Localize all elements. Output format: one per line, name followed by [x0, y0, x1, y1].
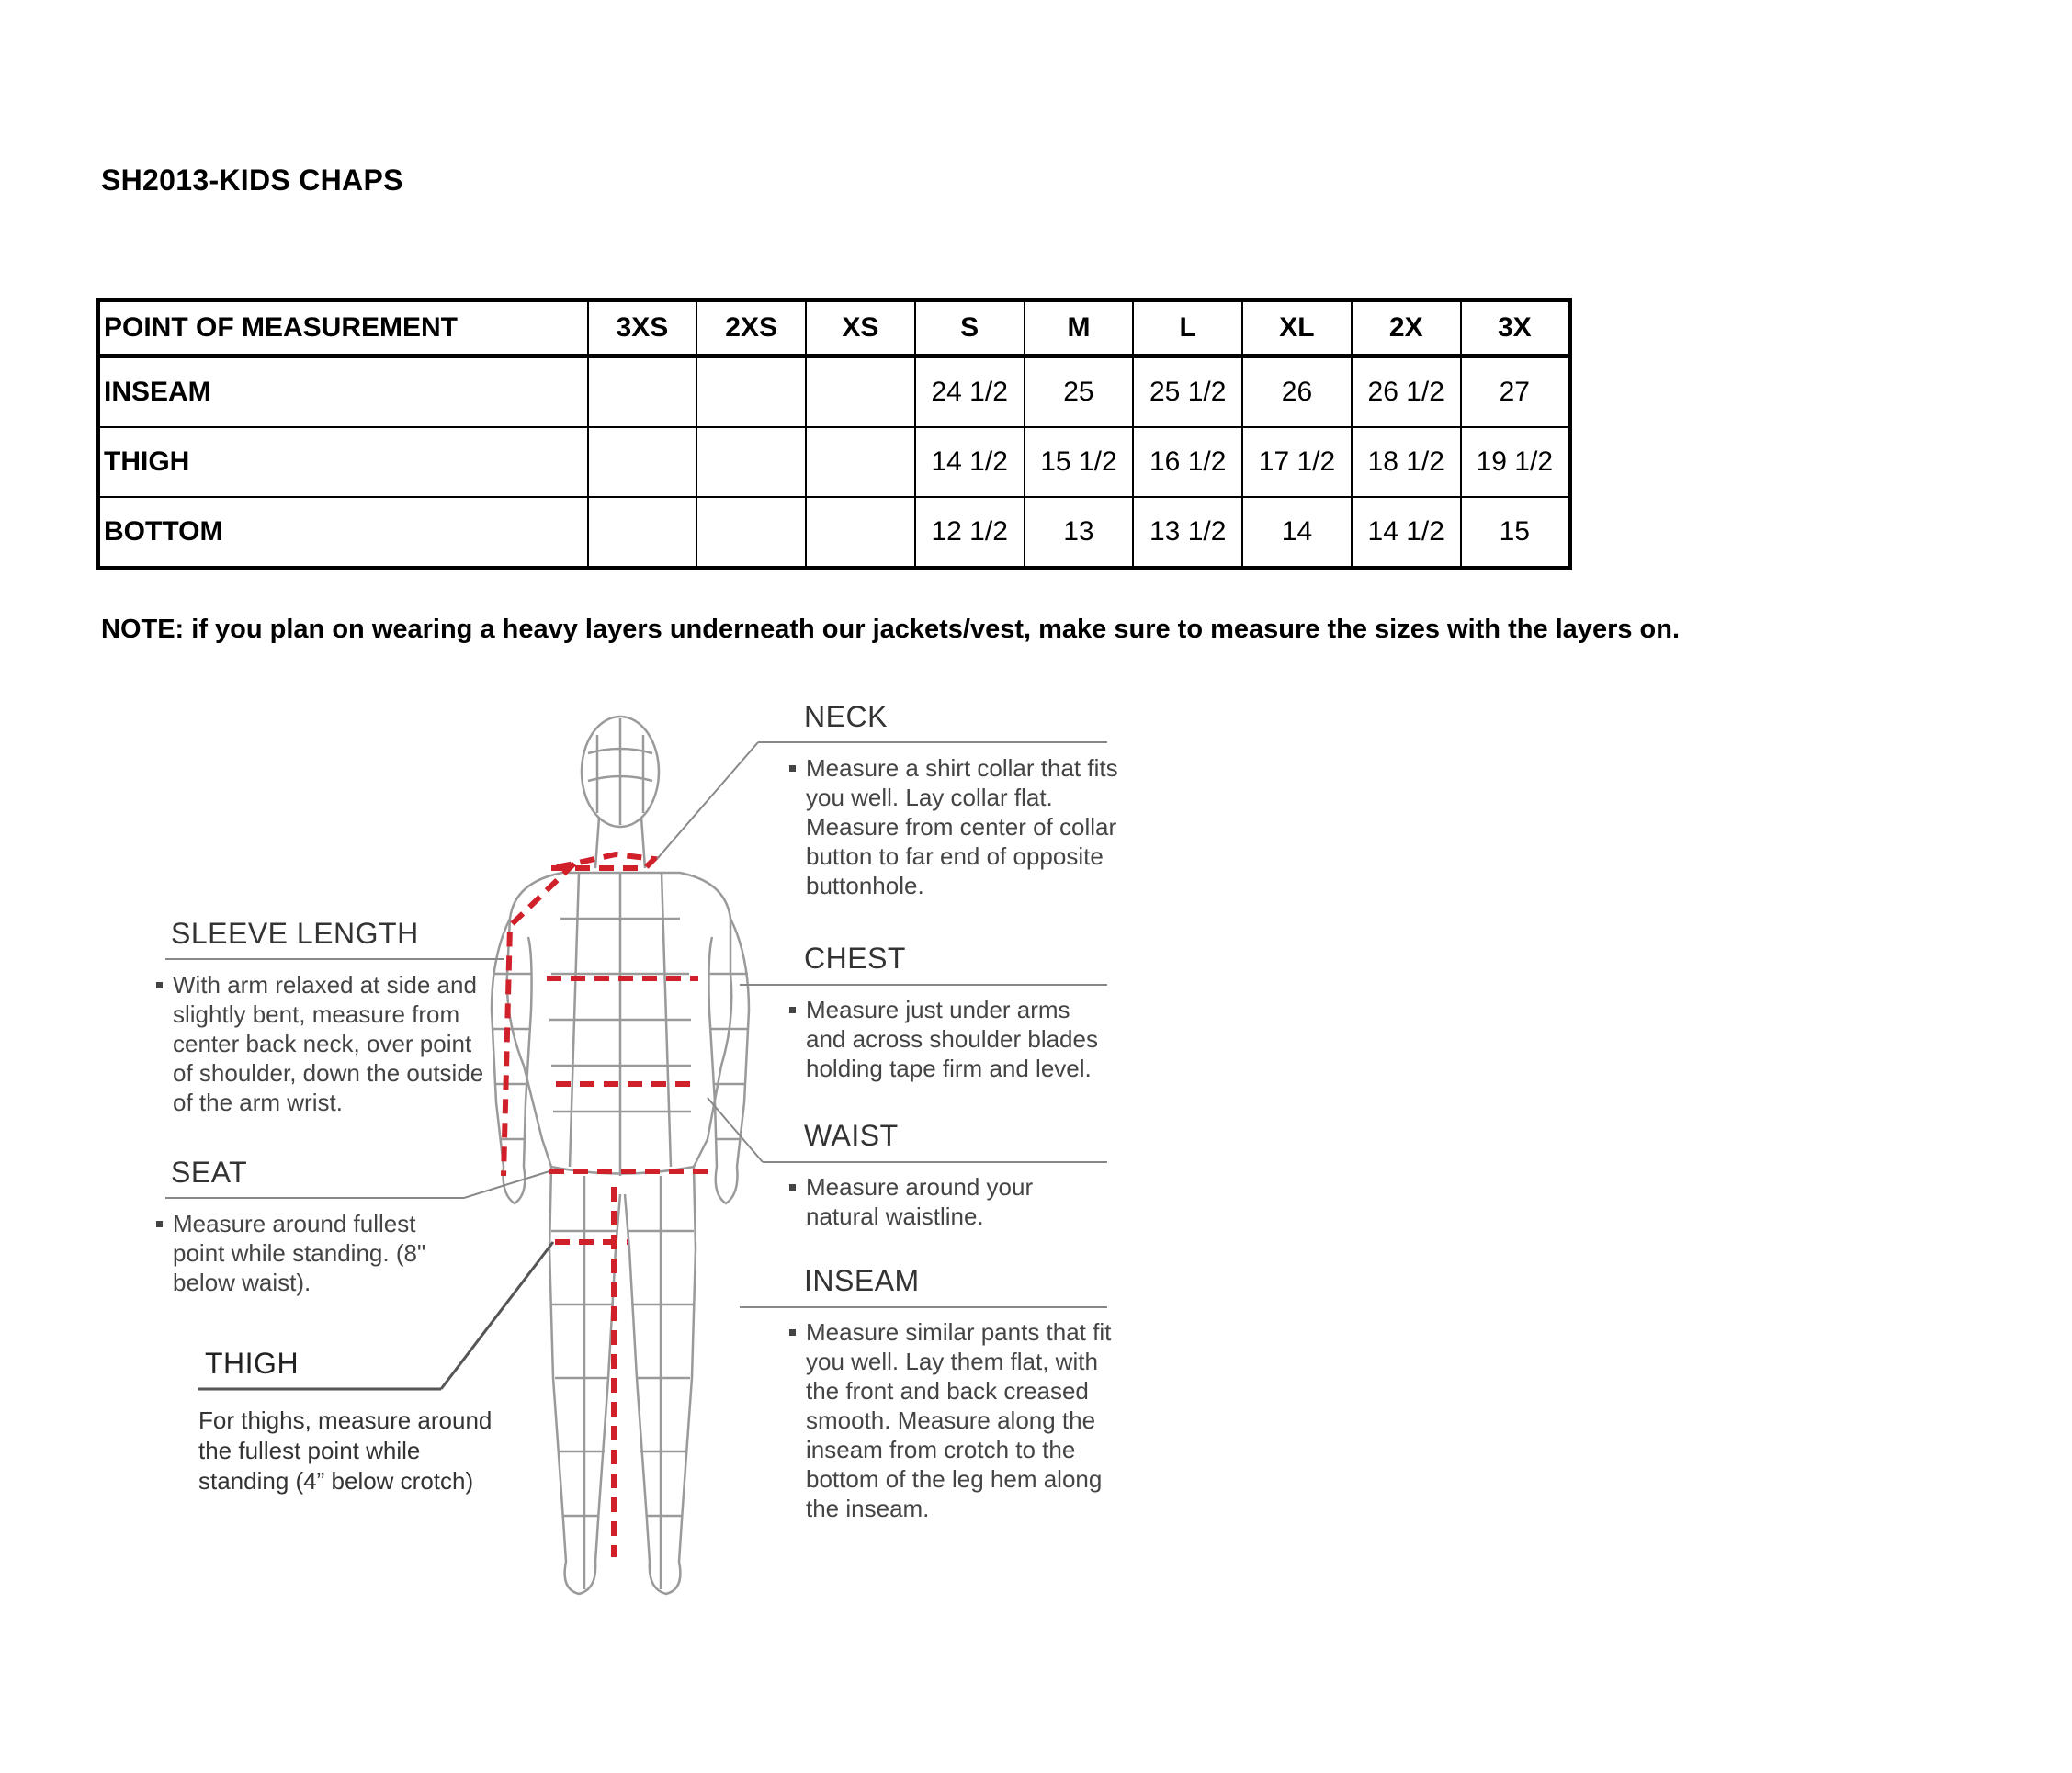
table-cell: 13: [1025, 497, 1134, 569]
header-size-xl: XL: [1242, 300, 1352, 356]
waist-description-text: Measure around your natural waistline.: [806, 1173, 1034, 1230]
inseam-description: [806, 1317, 1118, 1523]
table-row-thigh: [98, 427, 1570, 497]
table-cell: 27: [1461, 356, 1570, 428]
neck-description: [806, 753, 1123, 900]
table-cell: 15: [1461, 497, 1570, 569]
table-cell: 25: [1025, 356, 1134, 428]
row-label: INSEAM: [98, 356, 588, 428]
sleeve-length-description: [173, 970, 485, 1117]
table-cell: 17 1/2: [1242, 427, 1352, 497]
header-size-xs: XS: [806, 300, 915, 356]
table-cell: 19 1/2: [1461, 427, 1570, 497]
table-cell: [588, 427, 697, 497]
header-size-2x: 2X: [1352, 300, 1461, 356]
seat-description: [173, 1209, 458, 1297]
table-cell: 14 1/2: [1352, 497, 1461, 569]
row-label: THIGH: [98, 427, 588, 497]
neck-label: NECK: [804, 700, 888, 733]
table-cell: 26 1/2: [1352, 356, 1461, 428]
mannequin-figure: [492, 717, 749, 1594]
seat-description-text: Measure around fullest point while standing. (8" below waist).: [173, 1210, 426, 1296]
table-header-row: [98, 300, 1570, 356]
header-size-3xs: 3XS: [588, 300, 697, 356]
table-cell: 15 1/2: [1025, 427, 1134, 497]
header-size-s: S: [915, 300, 1025, 356]
header-size-l: L: [1133, 300, 1242, 356]
sleeve-length-label: SLEEVE LENGTH: [171, 917, 419, 950]
bullet-icon: [789, 765, 796, 772]
table-cell: [696, 356, 806, 428]
header-size-2xs: 2XS: [696, 300, 806, 356]
table-cell: [588, 356, 697, 428]
table-row-bottom: [98, 497, 1570, 569]
chest-description: [806, 995, 1114, 1083]
inseam-description-text: Measure similar pants that fit you well. Lay them flat, with the front and back creased smooth. Measure along the inseam from crotch to the bottom of the leg hem along the inseam.: [806, 1318, 1112, 1522]
table-cell: 25 1/2: [1133, 356, 1242, 428]
table-cell: 14 1/2: [915, 427, 1025, 497]
table-cell: [806, 356, 915, 428]
sleeve-length-description-text: With arm relaxed at side and slightly bent, measure from center back neck, over point of shoulder, down the outside of the arm wrist.: [173, 971, 484, 1116]
header-point-of-measurement: POINT OF MEASUREMENT: [98, 300, 588, 356]
row-label: BOTTOM: [98, 497, 588, 569]
size-chart-table: [96, 298, 1572, 570]
seat-label: SEAT: [171, 1156, 248, 1189]
header-size-3x: 3X: [1461, 300, 1570, 356]
table-cell: [696, 497, 806, 569]
bullet-icon: [789, 1007, 796, 1013]
waist-label: WAIST: [804, 1119, 899, 1152]
chest-description-text: Measure just under arms and across shoulder blades holding tape firm and level.: [806, 996, 1098, 1082]
table-cell: 24 1/2: [915, 356, 1025, 428]
table-cell: 12 1/2: [915, 497, 1025, 569]
bullet-icon: [789, 1184, 796, 1191]
inseam-label: INSEAM: [804, 1264, 920, 1297]
measurement-diagram: [0, 680, 1195, 1635]
header-size-m: M: [1025, 300, 1134, 356]
waist-description: [806, 1172, 1081, 1231]
table-cell: [806, 427, 915, 497]
table-row-inseam: [98, 356, 1570, 428]
table-cell: 13 1/2: [1133, 497, 1242, 569]
bullet-icon: [156, 982, 163, 988]
neck-description-text: Measure a shirt collar that fits you well. Lay collar flat. Measure from center of collar button to far end of opposite buttonhole.: [806, 754, 1118, 899]
table-cell: 18 1/2: [1352, 427, 1461, 497]
table-cell: 26: [1242, 356, 1352, 428]
bullet-icon: [789, 1329, 796, 1336]
bullet-icon: [156, 1221, 163, 1227]
table-cell: [588, 497, 697, 569]
neck-measure-line: [551, 854, 654, 868]
chest-label: CHEST: [804, 942, 906, 975]
thigh-description: For thighs, measure around the fullest point while standing (4” below crotch): [198, 1406, 493, 1495]
table-cell: [696, 427, 806, 497]
table-cell: 14: [1242, 497, 1352, 569]
layering-note: NOTE: if you plan on wearing a heavy layers underneath our jackets/vest, make sure to measure the sizes with the layers on.: [101, 615, 1681, 644]
thigh-label: THIGH: [205, 1347, 300, 1380]
table-cell: 16 1/2: [1133, 427, 1242, 497]
table-cell: [806, 497, 915, 569]
document-title: SH2013-KIDS CHAPS: [101, 164, 403, 197]
